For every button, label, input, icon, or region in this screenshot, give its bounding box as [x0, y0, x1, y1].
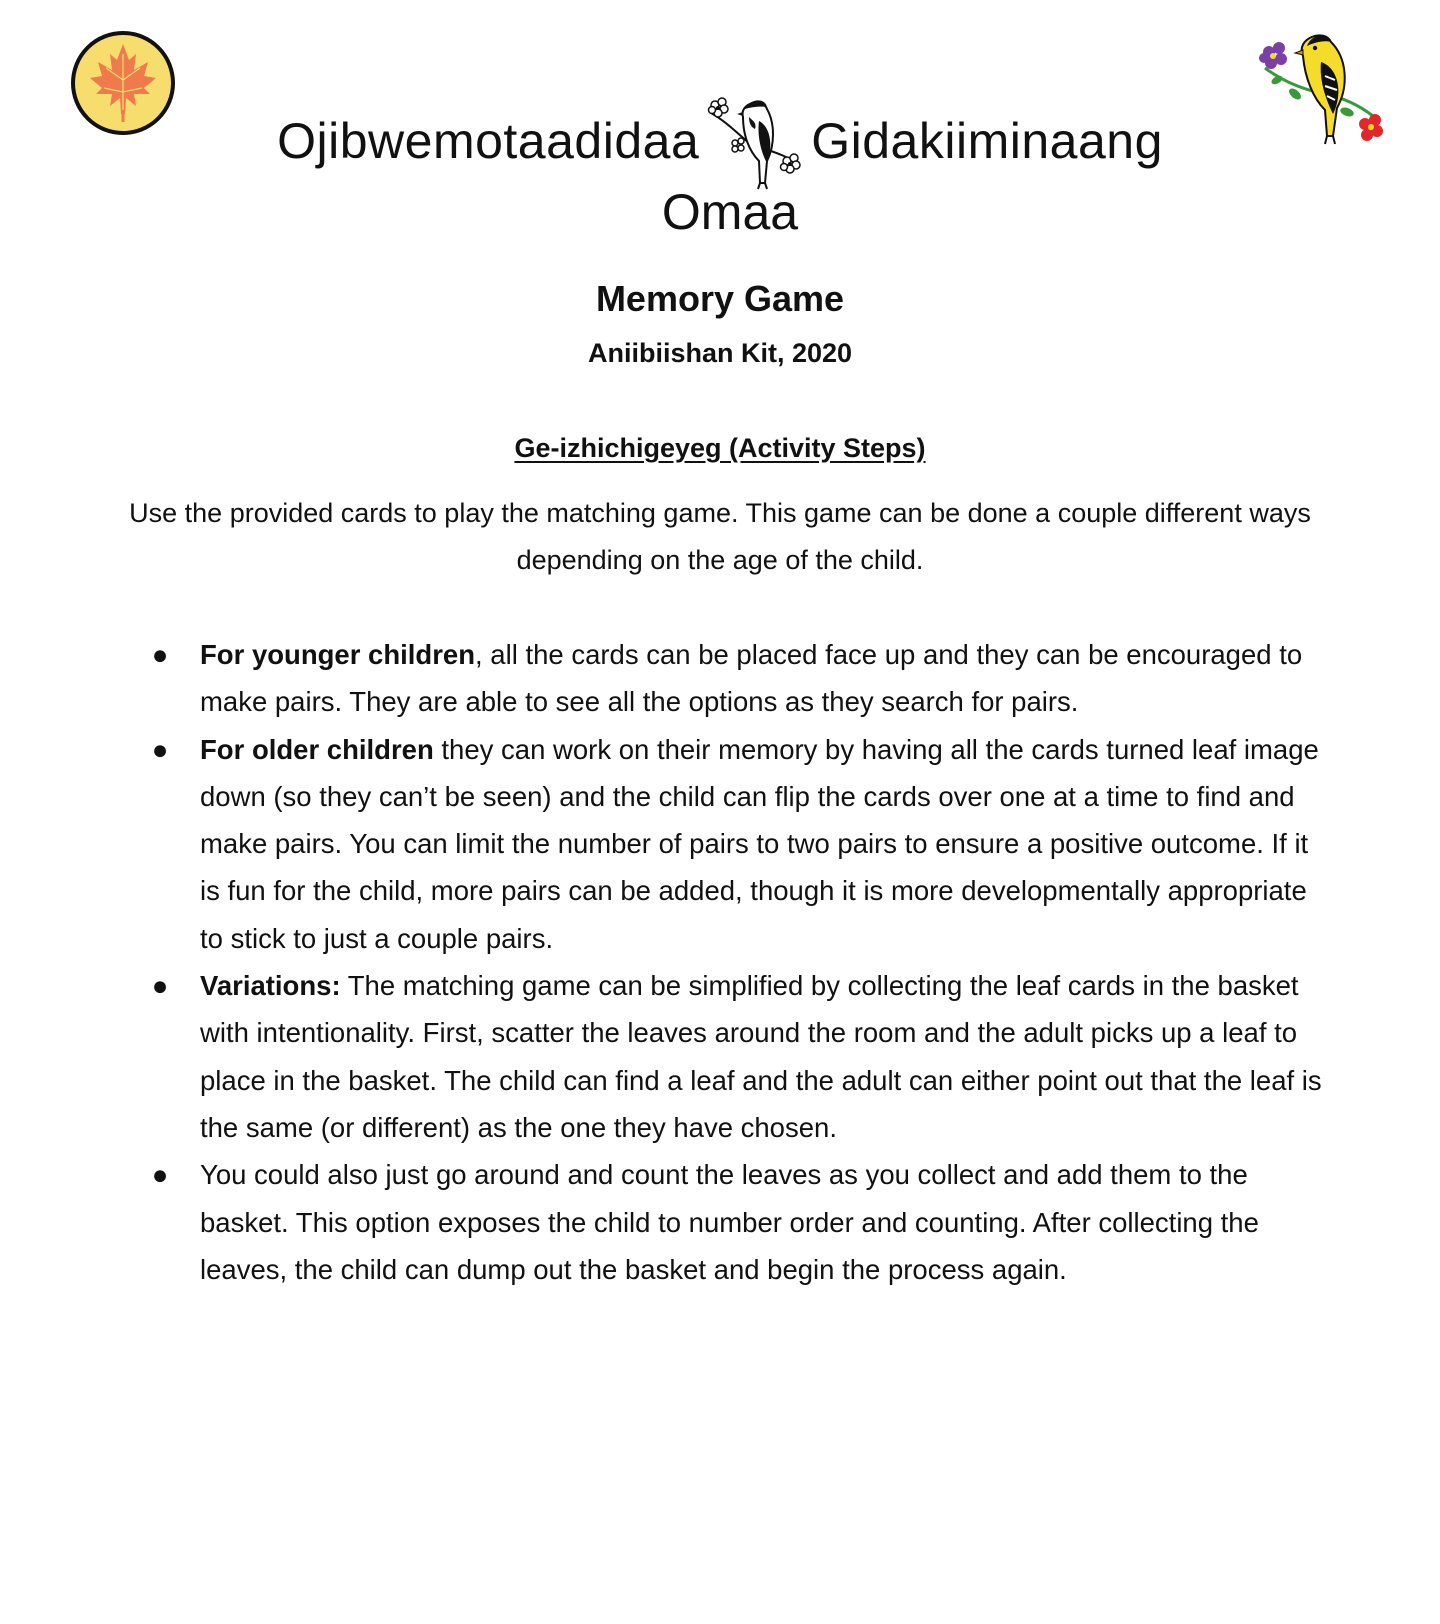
header-title-line1 [0, 96, 1440, 186]
header-title-line2: Omaa [661, 184, 799, 240]
list-item-lead: Variations: [200, 970, 341, 1002]
list-item [150, 631, 1330, 726]
list-item-text: they can work on their memory by having all the cards turned leaf image down (so they can’t be seen) and the child can flip the cards over one at a time to find and make pairs. You can limit the number of pairs to two pairs to ensure a positive outcome. If it is fun for the child, more pairs can be added, though it is more developmentally appropriate to stick to just a couple pairs. [200, 733, 1319, 954]
bullet-icon: ● [151, 733, 169, 765]
page-subtitle: Aniibiishan Kit, 2020 [587, 338, 853, 368]
list-item-lead: For younger children [200, 639, 476, 670]
bullet-icon: ● [151, 1159, 169, 1191]
list-item-text: You could also just go around and count the leaves as you collect and add them to the basket. This option exposes the child to number order and counting. After collecting the leaves, the child can dump out the basket and begin the process again. [200, 1159, 1259, 1285]
section-heading: Ge-izhichigeyeg (Activity Steps) [514, 433, 926, 463]
page-title: Memory Game [595, 278, 845, 319]
chickadee-icon [705, 91, 805, 191]
bullet-icon: ● [151, 639, 169, 670]
list-item [150, 726, 1330, 962]
list-item [150, 1151, 1330, 1293]
intro-paragraph: Use the provided cards to play the matching game. This game can be done a couple different ways depending on the age of the child. [129, 498, 1311, 575]
bullet-icon: ● [151, 970, 169, 1002]
list-item-text: The matching game can be simplified by collecting the leaf cards in the basket with intentionality. First, scatter the leaves around the room and the adult picks up a leaf to place in the basket. The child can find a leaf and the adult can either point out that the leaf is the same (or different) as the one they have chosen. [200, 970, 1322, 1143]
list-item-text: , all the cards can be placed face up and they can be encouraged to make pairs. They are able to see all the options as they search for pairs. [200, 639, 1303, 718]
list-item-lead: For older children [200, 733, 434, 765]
activity-steps-list [150, 631, 1330, 1293]
header-title-part2: Gidakiiminaang [811, 113, 1163, 169]
list-item [150, 962, 1330, 1151]
header-title-part1: Ojibwemotaadidaa [277, 113, 700, 169]
